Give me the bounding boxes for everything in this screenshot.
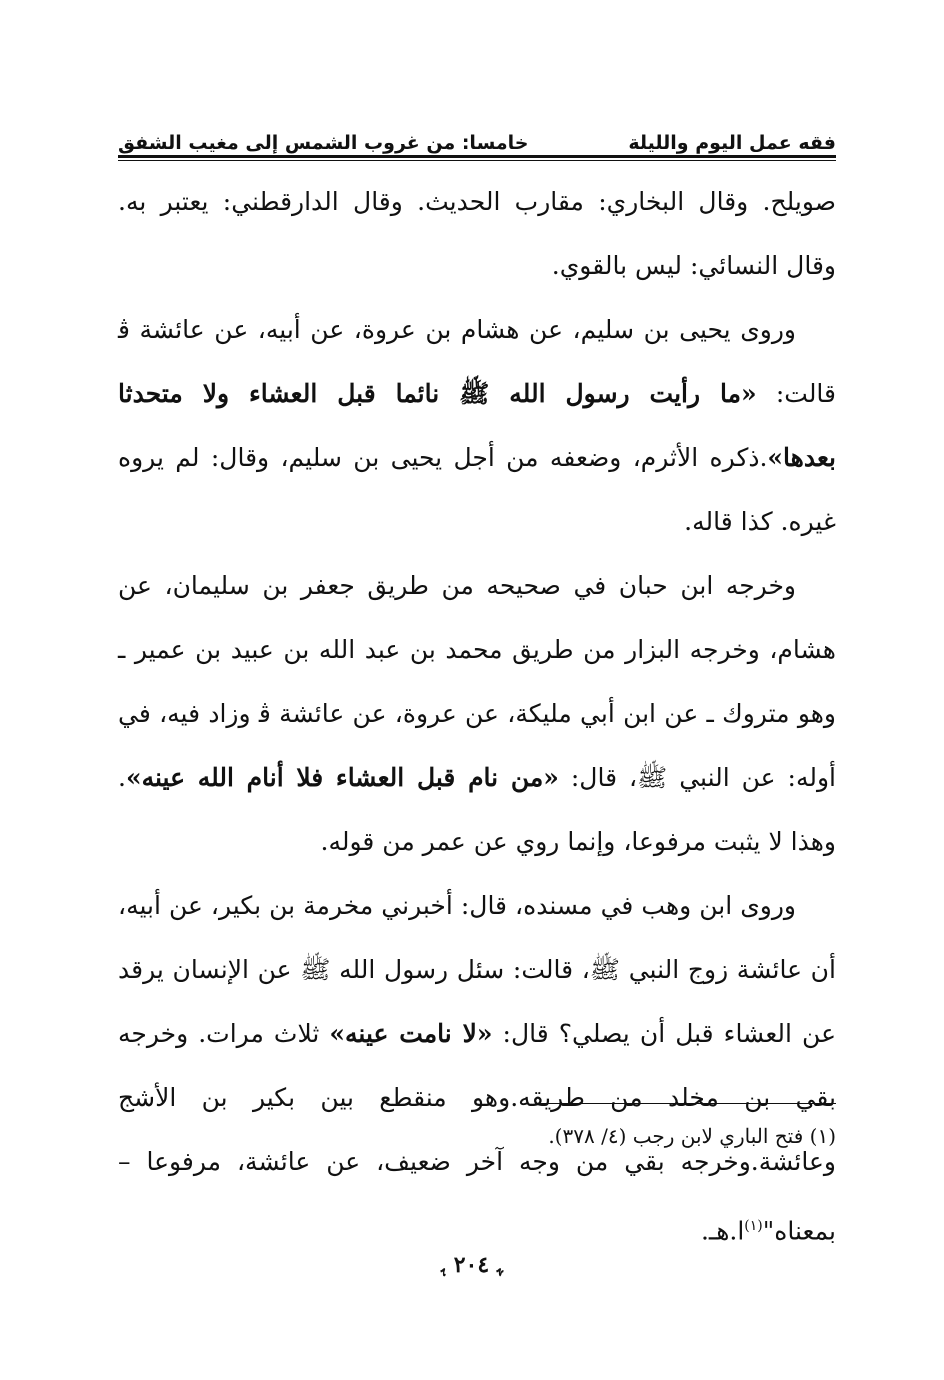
footnote-reference[interactable]: (١) [744,1218,763,1234]
paragraph-3 [118,554,836,874]
page-number [0,1252,944,1278]
chapter-title: خامسا: من غروب الشمس إلى مغيب الشفق [118,132,529,154]
paragraph-4-part3: ا.هـ. [700,1216,745,1246]
footnote-separator [536,1103,836,1104]
paragraph-3-part2: . وهذا لا يثبت مرفوعا، وإنما روي عن عمر من قوله. [118,763,836,856]
main-text [118,170,836,1263]
paragraph-2 [118,298,836,554]
footnote [118,1120,836,1152]
paragraph-2-part2: .ذكره الأثرم، وضعفه من أجل يحيى بن سليم، وقال: لم يروه غيره. كذا قاله. [118,443,836,536]
book-title: فقه عمل اليوم والليلة [628,132,836,154]
running-header [118,120,836,154]
footnote-text: (١) فتح الباري لابن رجب (٤/ ٣٧٨). [548,1124,836,1148]
hadith-quote-3: «لا نامت عينه» [329,1019,493,1048]
paragraph-4-part2: ثلاث مرات. وخرجه بقي بن مخلد من طريقه.وهو منقطع بين بكير بن الأشج وعائشة.وخرجه بقي من وجه آخر ضعيف، عن عائشة، مرفوعا – بمعناه" [118,1019,836,1246]
hadith-quote-2: «من نام قبل العشاء فلا أنام الله عينه» [125,763,559,792]
hadith-quote-1: «ما رأيت رسول الله ﷺ نائما قبل العشاء ولا متحدثا بعدها» [118,379,836,472]
page-number-ornament-right: ﮨ [441,1256,447,1277]
paragraph-3-part1: وخرجه ابن حبان في صحيحه من طريق جعفر بن سليمان، عن هشام، وخرجه البزار من طريق محمد بن عبد الله بن عبيد بن عمير ـ وهو متروك ـ عن ابن أبي مليكة، عن عروة، عن عائشة ﭬ وزاد فيه، في أوله: عن النبي ﷺ، قال: [118,571,836,792]
header-rule-thick [118,155,836,158]
page-number-ornament-left: ﮩ [496,1256,503,1277]
paragraph-4 [118,874,836,1263]
paragraph-1-text: صويلح. وقال البخاري: مقارب الحديث. وقال الدارقطني: يعتبر به. وقال النسائي: ليس بالقوي. [118,187,836,280]
paragraph-2-part1: وروى يحيى بن سليم، عن هشام بن عروة، عن أبيه، عن عائشة ﭬ قالت: [118,315,837,408]
page-number-value: ٢٠٤ [453,1252,490,1278]
header-rule-thin [118,160,836,161]
paragraph-1 [118,170,836,298]
paragraph-4-part1: وروى ابن وهب في مسنده، قال: أخبرني مخرمة بن بكير، عن أبيه، أن عائشة زوج النبي ﷺ، قالت: سئل رسول الله ﷺ عن الإنسان يرقد عن العشاء قبل أن يصلي؟ قال: [118,891,836,1048]
